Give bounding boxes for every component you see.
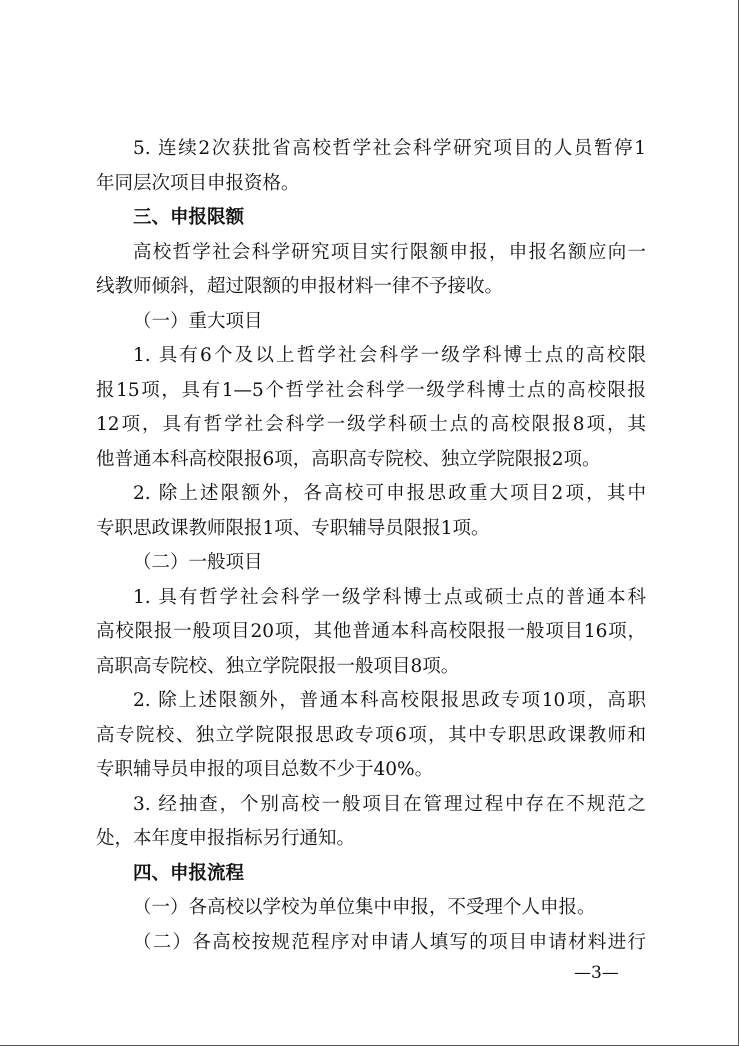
text-line: 2. 除上述限额外，各高校可申报思政重大项目2项，其中: [133, 483, 646, 504]
text-line: 高校限报一般项目20项，其他普通本科高校限报一般项目16项，: [96, 621, 646, 642]
text-line: 2. 除上述限额外，普通本科高校限报思政专项10项，高职: [133, 690, 646, 711]
document-body: [96, 132, 646, 960]
text-line: 年同层次项目申报资格。: [96, 172, 300, 194]
text-line: 处，本年度申报指标另行通知。: [96, 828, 356, 849]
text-line: （一）各高校以学校为单位集中申报，不受理个人申报。: [133, 897, 596, 918]
text-line: 高职高专院校、独立学院限报一般项目8项。: [96, 655, 460, 677]
text-line: 3. 经抽查，个别高校一般项目在管理过程中存在不规范之: [133, 793, 646, 815]
subsection-heading: （二）一般项目: [133, 552, 263, 573]
section-heading: 三、申报限额: [133, 207, 245, 228]
text-line: 1. 具有哲学社会科学一级学科博士点或硕士点的普通本科: [133, 586, 646, 608]
text-line: 专职辅导员申报的项目总数不少于40%。: [96, 759, 434, 780]
section-heading: 四、申报流程: [133, 862, 245, 884]
text-line: 线教师倾斜，超过限额的申报材料一律不予接收。: [96, 276, 504, 297]
page-number: —3—: [574, 963, 619, 983]
text-line: 他普通本科高校限报6项，高职高专院校、独立学院限报2项。: [96, 448, 601, 470]
text-line: 高专院校、独立学院限报思政专项6项，其中专职思政课教师和: [96, 724, 646, 746]
text-line: 5. 连续2次获批省高校哲学社会科学研究项目的人员暂停1: [133, 138, 646, 159]
subsection-heading: （一）重大项目: [133, 310, 263, 332]
text-line: 1. 具有6个及以上哲学社会科学一级学科博士点的高校限: [133, 345, 646, 366]
text-line: 专职思政课教师限报1项、专职辅导员限报1项。: [96, 517, 490, 539]
text-line: 12项，具有哲学社会科学一级学科硕士点的高校限报8项，其: [96, 414, 646, 435]
text-line: 高校哲学社会科学研究项目实行限额申报，申报名额应向一: [133, 241, 646, 263]
text-line: （二）各高校按规范程序对申请人填写的项目申请材料进行: [133, 931, 646, 953]
text-line: 报15项，具有1—5个哲学社会科学一级学科博士点的高校限报: [96, 379, 646, 401]
